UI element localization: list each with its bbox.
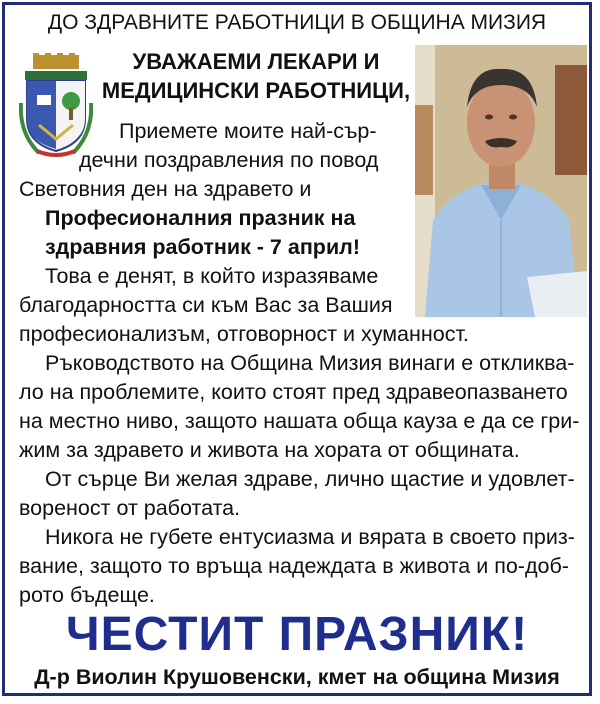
mayor-portrait-photo	[415, 45, 587, 317]
body-line: Ръководството на Община Мизия винаги е откликва-	[45, 351, 575, 375]
greeting-title	[101, 47, 411, 105]
card-heading: ДО ЗДРАВНИТЕ РАБОТНИЦИ В ОБЩИНА МИЗИЯ	[47, 11, 547, 34]
body-line: жим за здравето и живота на хората от общината.	[19, 438, 520, 462]
body-line: Приемете моите най-сър-	[119, 119, 377, 143]
body-line: Никога не губете ентусиазма и вярата в своето приз-	[45, 525, 575, 549]
greeting-line-1: УВАЖАЕМИ ЛЕКАРИ И	[132, 49, 380, 74]
municipality-crest-icon	[19, 53, 93, 157]
greeting-line-2: МЕДИЦИНСКИ РАБОТНИЦИ,	[101, 78, 411, 103]
body-line: Това е денят, в който изразяваме	[45, 264, 379, 288]
body-line-bold: здравния работник - 7 април!	[45, 235, 360, 259]
body-line: ло на проблемите, които стоят пред здравеопазването	[19, 380, 568, 404]
greeting-card-frame	[2, 2, 592, 696]
body-line-bold: Професионалния празник на	[45, 206, 356, 230]
body-line: Световния ден на здравето и	[19, 177, 312, 201]
body-line: вание, защото то връща надеждата в живота и по-доб-	[19, 554, 569, 578]
body-line: на местно ниво, защото нашата обща кауза е да се гри-	[19, 409, 580, 433]
signature-line: Д-р Виолин Крушовенски, кмет на община Мизия	[34, 665, 560, 689]
body-line: дечни поздравления по повод	[79, 148, 379, 172]
body-line: благодарността си към Вас за Вашия	[19, 293, 393, 317]
body-line: От сърце Ви желая здраве, лично щастие и удовлет-	[45, 467, 575, 491]
celebration-headline: ЧЕСТИТ ПРАЗНИК!	[65, 608, 529, 661]
body-line: вореност от работата.	[19, 496, 241, 520]
body-line: рото бъдеще.	[19, 583, 155, 607]
body-line: професионализъм, отговорност и хуманност.	[19, 322, 469, 346]
